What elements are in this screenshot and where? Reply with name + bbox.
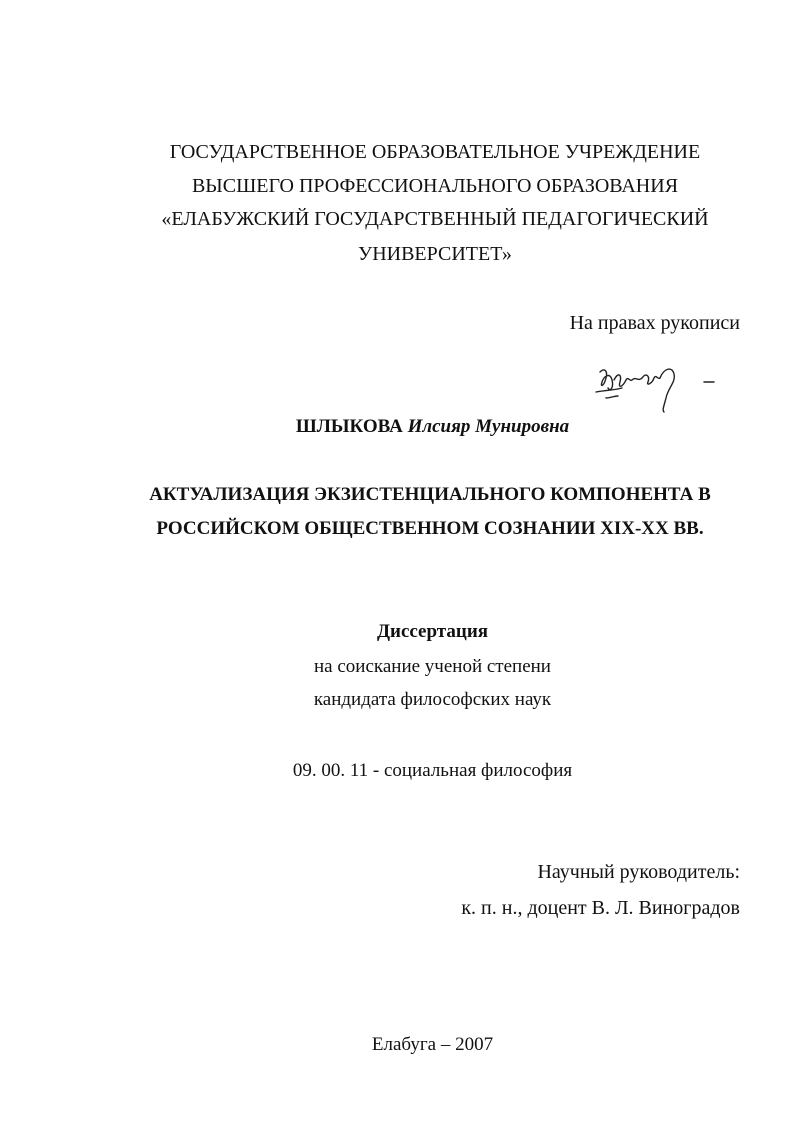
- handwritten-signature: [592, 358, 717, 418]
- author-surname: ШЛЫКОВА: [295, 416, 403, 437]
- degree-line-1: на соискание ученой степени: [314, 656, 551, 677]
- place-and-year: Елабуга – 2007: [371, 1034, 494, 1055]
- institution-line-1: ГОСУДАРСТВЕННОЕ ОБРАЗОВАТЕЛЬНОЕ УЧРЕЖДЕНИЕ: [169, 141, 701, 163]
- institution-line-3: «ЕЛАБУЖСКИЙ ГОСУДАРСТВЕННЫЙ ПЕДАГОГИЧЕСКИЙ: [161, 208, 709, 230]
- supervisor-label: Научный руководитель:: [537, 861, 740, 883]
- author-name: [0, 415, 793, 439]
- supervisor-name: к. п. н., доцент В. Л. Виноградов: [461, 897, 740, 919]
- manuscript-note: На правах рукописи: [569, 312, 740, 334]
- institution-line-4: УНИВЕРСИТЕТ»: [358, 243, 512, 265]
- dissertation-title-line-1: АКТУАЛИЗАЦИЯ ЭКЗИСТЕНЦИАЛЬНОГО КОМПОНЕНТА В: [149, 484, 711, 505]
- dissertation-title-line-2: РОССИЙСКОМ ОБЩЕСТВЕННОМ СОЗНАНИИ XIX-XX ВВ.: [156, 518, 704, 539]
- specialty-code: 09. 00. 11 - социальная философия: [292, 760, 573, 781]
- author-given-names: Илсияр Мунировна: [407, 416, 570, 437]
- degree-line-2: кандидата философских наук: [313, 689, 552, 710]
- institution-line-2: ВЫСШЕГО ПРОФЕССИОНАЛЬНОГО ОБРАЗОВАНИЯ: [191, 175, 679, 197]
- document-type: Диссертация: [376, 621, 489, 642]
